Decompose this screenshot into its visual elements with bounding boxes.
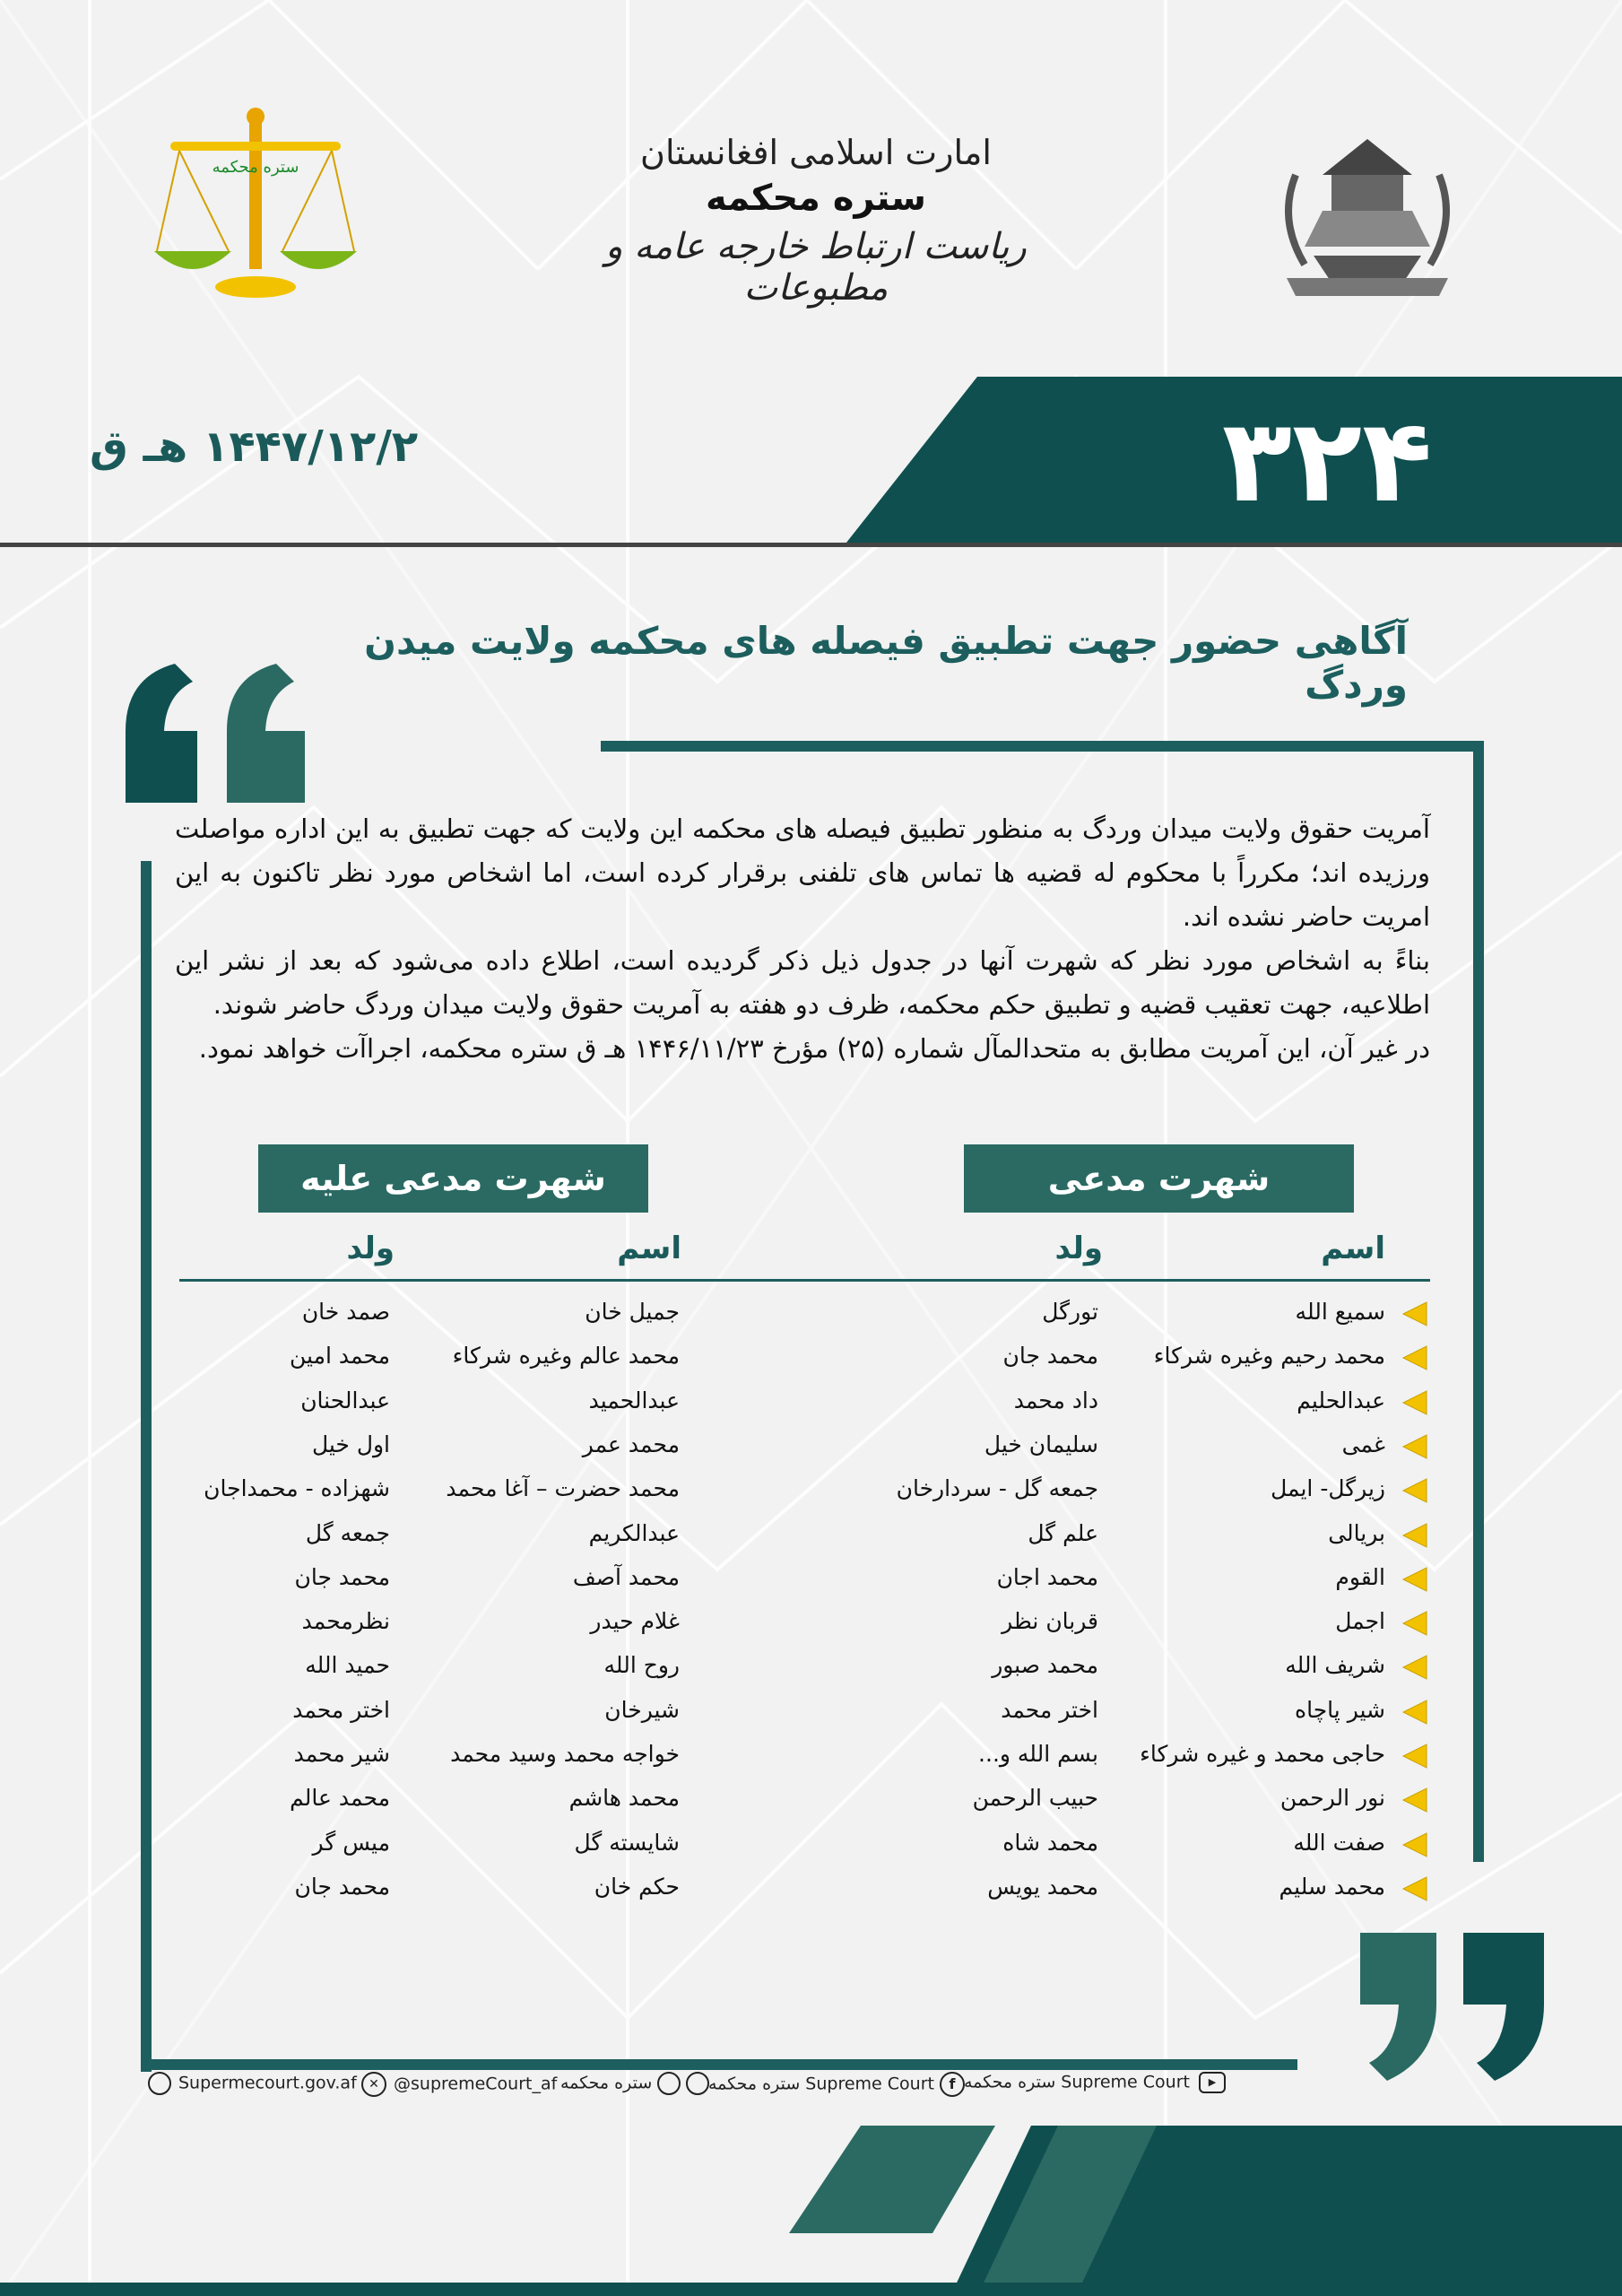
frame-bottom-border bbox=[141, 2059, 1297, 2070]
table-cell-d-father: اول خیل bbox=[311, 1431, 390, 1457]
table-cell-p-name: محمد رحیم وغیره شرکاء bbox=[1153, 1343, 1385, 1369]
table-cell-p-name: نور الرحمن bbox=[1279, 1785, 1385, 1811]
bottom-decoration bbox=[0, 2117, 1622, 2296]
table-cell-p-father: محمد صبور bbox=[992, 1652, 1098, 1678]
table-cell-p-father: محمد یویس bbox=[987, 1874, 1098, 1900]
table-cell-p-name: اجمل bbox=[1335, 1608, 1385, 1634]
telegram-icon bbox=[686, 2072, 709, 2095]
plaintiff-father-header: ولد bbox=[1054, 1231, 1103, 1266]
whatsapp-icon bbox=[657, 2072, 681, 2095]
row-bullet-icon bbox=[1401, 1433, 1428, 1460]
youtube-icon: ▶ bbox=[1199, 2072, 1226, 2093]
table-cell-d-name: عبدالحمید bbox=[588, 1387, 680, 1413]
plaintiff-heading: شهرت مدعی bbox=[964, 1144, 1354, 1213]
table-header-divider bbox=[179, 1279, 1430, 1282]
row-bullet-icon bbox=[1401, 1522, 1428, 1549]
table-cell-d-father: اختر محمد bbox=[292, 1697, 390, 1723]
table-cell-p-father: قربان نظر bbox=[1002, 1608, 1098, 1634]
page-title: آگاهی حضور جهت تطبیق فیصله های محکمه ولایت میدن وردگ bbox=[364, 619, 1408, 707]
table-cell-p-name: القوم bbox=[1335, 1564, 1385, 1590]
close-quote-icon bbox=[1356, 1933, 1548, 2085]
row-bullet-icon bbox=[1401, 1699, 1428, 1726]
header-department: ریاست ارتباط خارجه عامه و مطبوعات bbox=[605, 226, 1027, 309]
table-cell-d-name: شایسته گل bbox=[574, 1830, 680, 1856]
footer-telegram-whatsapp[interactable]: ستره محکمه bbox=[560, 2072, 709, 2095]
header-emirate-name: امارت اسلامی افغانستان bbox=[640, 133, 992, 172]
defendant-heading: شهرت مدعی علیه bbox=[258, 1144, 648, 1213]
table-cell-d-name: محمد آصف bbox=[572, 1564, 680, 1590]
table-cell-d-name: شیرخان bbox=[604, 1697, 680, 1723]
row-bullet-icon bbox=[1401, 1743, 1428, 1770]
notice-body bbox=[175, 807, 1430, 1071]
row-bullet-icon bbox=[1401, 1344, 1428, 1371]
table-cell-d-father: حمید الله bbox=[305, 1652, 390, 1678]
footer-youtube[interactable]: ▶Supreme Court ستره محکمه bbox=[964, 2072, 1226, 2093]
table-cell-d-father: صمد خان bbox=[301, 1299, 390, 1325]
frame-top-border bbox=[601, 741, 1484, 752]
table-cell-d-name: روح الله bbox=[603, 1652, 680, 1678]
issue-number: ۳۲۴ bbox=[1221, 395, 1433, 528]
row-bullet-icon bbox=[1401, 1787, 1428, 1813]
row-bullet-icon bbox=[1401, 1389, 1428, 1416]
header-block bbox=[538, 133, 1094, 309]
footer-x-handle[interactable]: ✕ @supremeCourt_af bbox=[361, 2072, 557, 2097]
table-cell-p-father: بسم الله و... bbox=[978, 1741, 1098, 1767]
row-bullet-icon bbox=[1401, 1477, 1428, 1504]
globe-icon bbox=[148, 2072, 171, 2095]
table-cell-d-father: محمد جان bbox=[294, 1564, 390, 1590]
row-bullet-icon bbox=[1401, 1300, 1428, 1327]
footer-website[interactable]: Supermecourt.gov.af bbox=[148, 2072, 357, 2095]
table-cell-p-name: شیر پاچاه bbox=[1295, 1697, 1385, 1723]
row-bullet-icon bbox=[1401, 1831, 1428, 1858]
table-cell-p-name: محمد سلیم bbox=[1279, 1874, 1385, 1900]
table-cell-p-father: جمعه گل - سردارخان bbox=[896, 1475, 1098, 1501]
table-cell-d-name: غلام حیدر bbox=[590, 1608, 680, 1634]
table-cell-d-name: خواجه محمد وسید محمد bbox=[450, 1741, 680, 1767]
table-cell-p-father: محمد جان bbox=[1002, 1343, 1098, 1369]
table-cell-p-name: غمی bbox=[1341, 1431, 1385, 1457]
defendant-name-header: اسم bbox=[617, 1231, 681, 1266]
table-cell-d-father: جمعه گل bbox=[305, 1520, 390, 1546]
notice-paragraph-1: آمریت حقوق ولایت میدان وردگ به منظور تطبیق فیصله های محکمه این ولایت که جهت تطبیق به این اداره مواصلت ورزیده اند؛ مکرراً با محکوم له قضیه ها تماس های تلفنی برقرار کرده است، اما اشخاص مورد نظر تاکنون به این امریت حاضر نشده اند. bbox=[175, 813, 1430, 932]
open-quote-icon bbox=[121, 659, 309, 803]
table-cell-p-father: محمد اجان bbox=[996, 1564, 1098, 1590]
table-cell-d-father: نظرمحمد bbox=[301, 1608, 390, 1634]
x-icon: ✕ bbox=[361, 2072, 386, 2097]
table-cell-d-name: محمد حضرت – آغا محمد bbox=[446, 1475, 680, 1501]
table-cell-d-father: محمد جان bbox=[294, 1874, 390, 1900]
footer-facebook[interactable]: fSupreme Court ستره محکمه bbox=[708, 2072, 965, 2097]
table-cell-d-name: محمد عالم وغیره شرکاء bbox=[452, 1343, 680, 1369]
table-cell-d-father: محمد امین bbox=[290, 1343, 390, 1369]
notice-paragraph-3: در غیر آن، این آمریت مطابق به متحدالمآل شماره (۲۵) مؤرخ ۱۴۴۶/۱۱/۲۳ هـ ق ستره محکمه، اجراآت خواهد نمود. bbox=[198, 1033, 1430, 1064]
table-cell-p-father: داد محمد bbox=[1013, 1387, 1098, 1413]
table-cell-d-father: عبدالحنان bbox=[300, 1387, 390, 1413]
table-cell-d-father: محمد عالم bbox=[290, 1785, 390, 1811]
header-supreme-court: ستره محکمه bbox=[705, 178, 926, 219]
table-cell-p-father: علم گل bbox=[1028, 1520, 1098, 1546]
table-cell-d-father: میس گر bbox=[312, 1830, 390, 1856]
table-cell-d-name: محمد هاشم bbox=[568, 1785, 680, 1811]
table-cell-p-father: محمد شاه bbox=[1002, 1830, 1098, 1856]
table-cell-p-name: بریالی bbox=[1328, 1520, 1385, 1546]
emirate-emblem-logo bbox=[1269, 121, 1466, 309]
logo-text: ستره محکمه bbox=[212, 158, 299, 177]
table-cell-d-name: محمد عمر bbox=[582, 1431, 680, 1457]
row-bullet-icon bbox=[1401, 1566, 1428, 1593]
table-cell-p-father: اختر محمد bbox=[1001, 1697, 1098, 1723]
table-cell-p-name: زیرگل- ایمل bbox=[1271, 1475, 1385, 1501]
frame-right-border bbox=[1473, 741, 1484, 1862]
table-cell-p-name: شریف الله bbox=[1285, 1652, 1385, 1678]
row-bullet-icon bbox=[1401, 1654, 1428, 1681]
table-cell-d-name: عبدالکریم bbox=[588, 1520, 680, 1546]
table-cell-p-name: حاجی محمد و غیره شرکاء bbox=[1140, 1741, 1385, 1767]
table-cell-p-name: صفت الله bbox=[1293, 1830, 1385, 1856]
table-cell-p-name: عبدالحلیم bbox=[1297, 1387, 1385, 1413]
scales-of-justice-logo bbox=[152, 108, 359, 305]
table-cell-d-name: حکم خان bbox=[594, 1874, 680, 1900]
facebook-icon: f bbox=[940, 2072, 965, 2097]
row-bullet-icon bbox=[1401, 1610, 1428, 1637]
table-cell-p-father: سلیمان خیل bbox=[984, 1431, 1098, 1457]
table-cell-d-father: شیر محمد bbox=[293, 1741, 390, 1767]
table-cell-p-father: تورگل bbox=[1042, 1299, 1098, 1325]
table-cell-p-name: سمیع الله bbox=[1295, 1299, 1385, 1325]
table-cell-d-name: جمیل خان bbox=[585, 1299, 680, 1325]
row-bullet-icon bbox=[1401, 1875, 1428, 1902]
plaintiff-name-header: اسم bbox=[1321, 1231, 1385, 1266]
table-cell-p-father: حبیب الرحمن bbox=[972, 1785, 1098, 1811]
table-cell-d-father: شهزاده - محمداجان bbox=[204, 1475, 390, 1501]
issue-date: ۱۴۴۷/۱۲/۲ هـ ق bbox=[90, 422, 419, 472]
defendant-father-header: ولد bbox=[346, 1231, 395, 1266]
notice-paragraph-2: بناءً به اشخاص مورد نظر که شهرت آنها در جدول ذیل ذکر گردیده است، اطلاع داده می‌شود که بعد از نشر این اطلاعیه، جهت تعقیب قضیه و تطبیق حکم محکمه، ظرف دو هفته به آمریت حقوق ولایت میدان وردگ حاضر شوند. bbox=[175, 945, 1430, 1020]
